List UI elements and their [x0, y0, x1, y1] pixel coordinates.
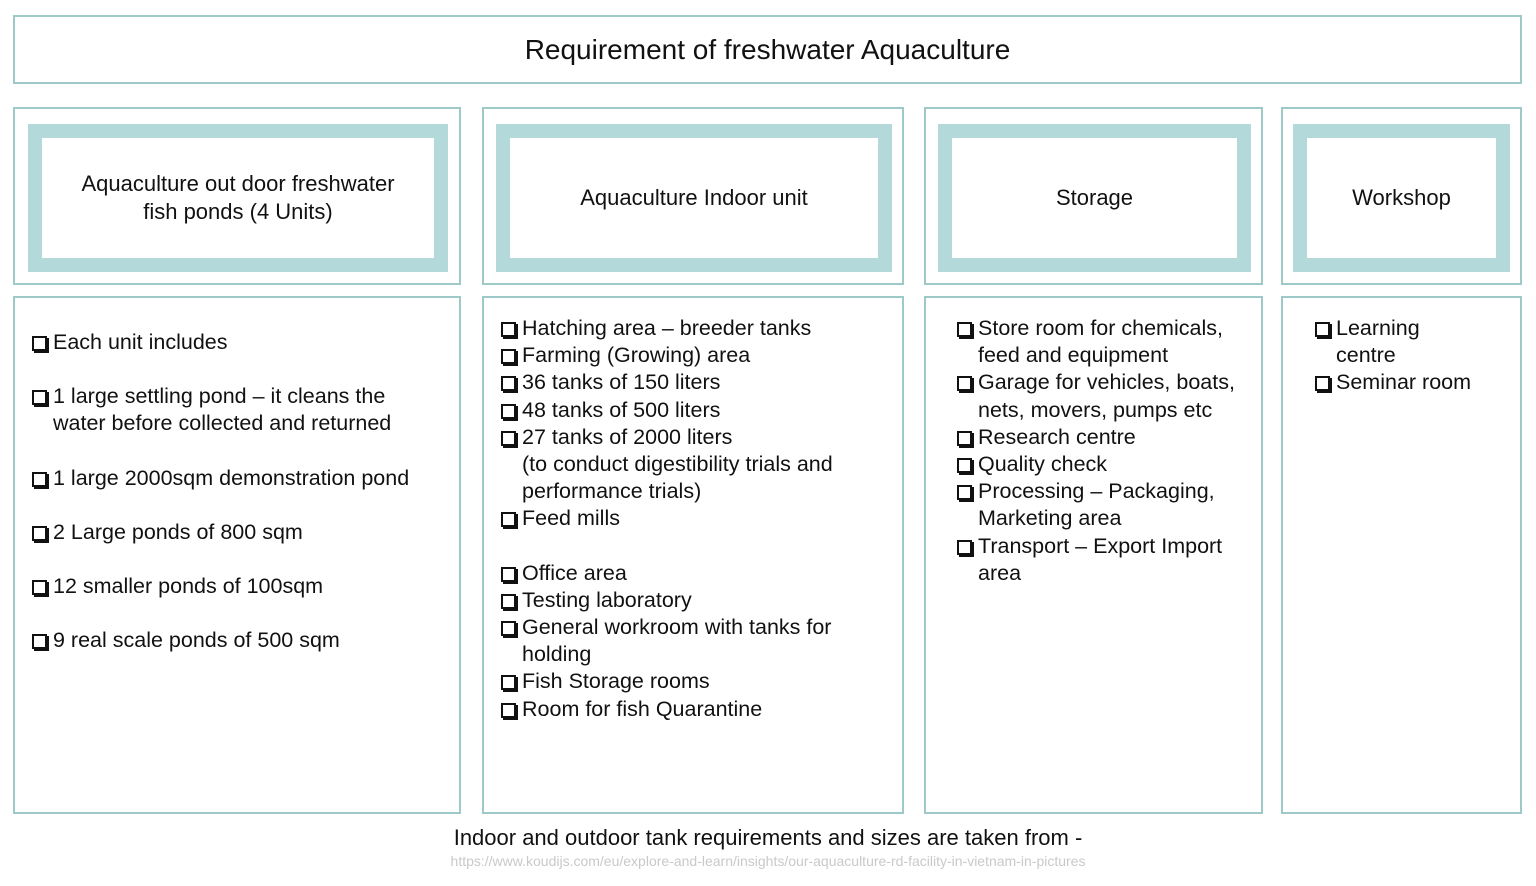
- checkbox-bullet-icon: [957, 540, 972, 555]
- checkbox-bullet-icon: [32, 526, 47, 541]
- list-item: Office area: [499, 560, 833, 587]
- list-item: 12 smaller ponds of 100sqm: [30, 573, 409, 600]
- list-item: 27 tanks of 2000 liters (to conduct digestibility trials and performance trials): [499, 424, 833, 506]
- checkbox-bullet-icon: [501, 322, 516, 337]
- checkbox-bullet-icon: [32, 634, 47, 649]
- header-frame-workshop: [1293, 124, 1510, 272]
- list-item: Seminar room: [1313, 369, 1471, 396]
- checkbox-bullet-icon: [32, 472, 47, 487]
- source-note: Indoor and outdoor tank requirements and sizes are taken from -: [453, 825, 1083, 850]
- source-url[interactable]: https://www.koudijs.com/eu/explore-and-learn/insights/our-aquaculture-rd-facility-in-vietnam-in-pictures: [450, 853, 1086, 869]
- item-list-outdoor: [30, 329, 409, 654]
- checkbox-bullet-icon: [501, 567, 516, 582]
- checkbox-bullet-icon: [501, 376, 516, 391]
- checkbox-bullet-icon: [1315, 322, 1330, 337]
- list-item: 1 large 2000sqm demonstration pond: [30, 465, 409, 492]
- content-box-storage: [924, 296, 1263, 814]
- list-item: Room for fish Quarantine: [499, 696, 833, 723]
- checkbox-bullet-icon: [501, 594, 516, 609]
- content-box-outdoor: [13, 296, 461, 814]
- title-box: [13, 15, 1522, 84]
- checkbox-bullet-icon: [957, 322, 972, 337]
- list-item: 48 tanks of 500 liters: [499, 397, 833, 424]
- header-frame-storage: [938, 124, 1251, 272]
- header-box-workshop: [1281, 107, 1522, 285]
- header-label-outdoor: Aquaculture out door freshwater fish ponds (4 Units): [81, 171, 395, 224]
- list-item: Processing – Packaging, Marketing area: [955, 478, 1235, 532]
- item-list-storage: [955, 315, 1235, 587]
- checkbox-bullet-icon: [957, 485, 972, 500]
- checkbox-bullet-icon: [501, 431, 516, 446]
- checkbox-bullet-icon: [501, 349, 516, 364]
- checkbox-bullet-icon: [957, 376, 972, 391]
- list-item: Testing laboratory: [499, 587, 833, 614]
- list-item: Learning centre: [1313, 315, 1471, 369]
- item-list-indoor: [499, 315, 833, 723]
- header-box-storage: [924, 107, 1263, 285]
- header-label-indoor: Aquaculture Indoor unit: [580, 185, 808, 210]
- checkbox-bullet-icon: [501, 404, 516, 419]
- checkbox-bullet-icon: [957, 431, 972, 446]
- checkbox-bullet-icon: [501, 621, 516, 636]
- list-item: Farming (Growing) area: [499, 342, 833, 369]
- list-item: Garage for vehicles, boats, nets, movers, pumps etc: [955, 369, 1235, 423]
- item-list-workshop: [1313, 315, 1471, 397]
- header-label-workshop: Workshop: [1352, 185, 1451, 210]
- list-item: Quality check: [955, 451, 1235, 478]
- checkbox-bullet-icon: [957, 458, 972, 473]
- checkbox-bullet-icon: [501, 512, 516, 527]
- list-item: Transport – Export Import area: [955, 533, 1235, 587]
- list-item: Store room for chemicals, feed and equipment: [955, 315, 1235, 369]
- header-box-outdoor: [13, 107, 461, 285]
- list-item: Fish Storage rooms: [499, 668, 833, 695]
- checkbox-bullet-icon: [32, 580, 47, 595]
- content-box-indoor: [482, 296, 904, 814]
- list-item: General workroom with tanks for holding: [499, 614, 833, 668]
- list-item: Research centre: [955, 424, 1235, 451]
- content-box-workshop: [1281, 296, 1522, 814]
- list-item: Feed mills: [499, 505, 833, 532]
- list-item: 9 real scale ponds of 500 sqm: [30, 627, 409, 654]
- header-label-storage: Storage: [1055, 185, 1134, 210]
- checkbox-bullet-icon: [501, 703, 516, 718]
- checkbox-bullet-icon: [32, 390, 47, 405]
- diagram-title: Requirement of freshwater Aquaculture: [524, 33, 1011, 65]
- checkbox-bullet-icon: [1315, 376, 1330, 391]
- list-item: Each unit includes: [30, 329, 409, 356]
- checkbox-bullet-icon: [501, 675, 516, 690]
- header-box-indoor: [482, 107, 904, 285]
- list-item: 2 Large ponds of 800 sqm: [30, 519, 409, 546]
- checkbox-bullet-icon: [32, 336, 47, 351]
- list-item: 36 tanks of 150 liters: [499, 369, 833, 396]
- header-frame-outdoor: [28, 124, 448, 272]
- header-frame-indoor: [496, 124, 892, 272]
- list-item: 1 large settling pond – it cleans the water before collected and returned: [30, 383, 409, 437]
- list-item: Hatching area – breeder tanks: [499, 315, 833, 342]
